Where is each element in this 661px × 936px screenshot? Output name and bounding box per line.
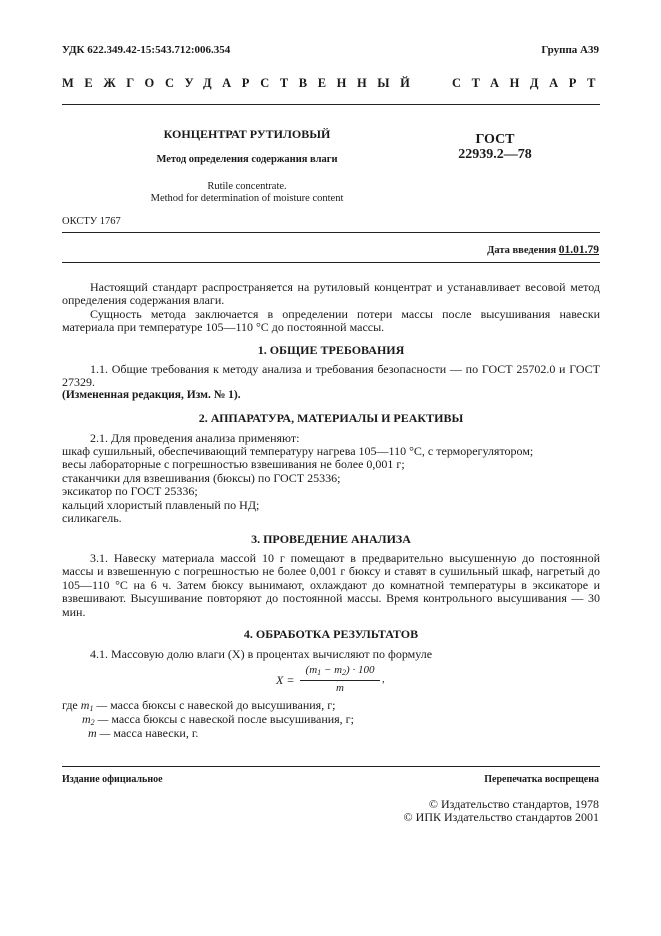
- copyright-2001: © ИПК Издательство стандартов 2001: [403, 810, 599, 824]
- legend-row-1: [62, 698, 335, 713]
- section-2-list: [62, 445, 600, 525]
- section-2-lead: 2.1. Для проведения анализа применяют:: [90, 431, 300, 445]
- doc-method: Метод определения содержания влаги: [156, 154, 338, 165]
- group-code: Группа А39: [541, 44, 599, 56]
- banner-left: МЕЖГОСУДАРСТВЕННЫЙ: [62, 76, 421, 90]
- official-edition: Издание официальное: [62, 774, 163, 785]
- section-4-text: 4.1. Массовую долю влаги (X) в процентах вычисляют по формуле: [90, 647, 433, 661]
- divider-okstu: [62, 232, 600, 233]
- reprint-notice: Перепечатка воспрещена: [484, 774, 599, 785]
- divider-top: [62, 104, 600, 105]
- banner-right: СТАНДАРТ: [452, 76, 607, 90]
- divider-date: [62, 262, 600, 263]
- legend-symbol: $m_2$ —: [82, 712, 109, 727]
- section-1-title: 1. ОБЩИЕ ТРЕБОВАНИЯ: [257, 343, 405, 357]
- intro-p1: Настоящий стандарт распространяется на рутиловый концентрат и устанавливает весовой метод определения содержания влаги.: [62, 280, 600, 308]
- doc-title: КОНЦЕНТРАТ РУТИЛОВЫЙ: [163, 127, 331, 141]
- intro-date: [487, 244, 599, 256]
- okstu-code: ОКСТУ 1767: [62, 216, 121, 227]
- list-item: кальций хлористый плавленый по НД;: [62, 497, 260, 512]
- section-1-text: 1.1. Общие требования к методу анализа и требования безопасности — по ГОСТ 25702.0 и ГОСТ 27329.: [62, 362, 600, 390]
- formula-lhs: X =: [276, 673, 295, 687]
- intro-date-value: 01.01.79: [558, 244, 599, 256]
- formula-numerator: $(m_1 - m_2) \cdot 100$: [305, 664, 375, 677]
- legend-symbol: m —: [88, 726, 111, 740]
- list-item: стаканчики для взвешивания (бюксы) по ГОСТ 25336;: [62, 470, 341, 485]
- section-2-title: 2. АППАРАТУРА, МАТЕРИАЛЫ И РЕАКТИВЫ: [198, 411, 464, 425]
- divider-footer: [62, 766, 600, 767]
- legend-prefix: где: [62, 698, 78, 712]
- section-4-title: 4. ОБРАБОТКА РЕЗУЛЬТАТОВ: [243, 627, 419, 641]
- doc-method-en: Method for determination of moisture content: [150, 193, 344, 204]
- udc-code: УДК 622.349.42-15:543.712:006.354: [62, 44, 231, 56]
- list-item: силикагель.: [62, 511, 122, 526]
- legend-text: масса бюксы с навеской до высушивания, г;: [110, 698, 336, 712]
- doc-title-en: Rutile concentrate.: [207, 181, 287, 192]
- legend-row-3: [88, 726, 198, 741]
- section-1-note: (Измененная редакция, Изм. № 1).: [62, 389, 241, 401]
- intro-p2: Сущность метода заключается в определении потери массы после высушивания навески материала при температуре 105—110 °С до постоянной массы.: [62, 307, 600, 335]
- legend-text: масса навески, г.: [113, 726, 199, 740]
- formula-fraction-bar: [300, 680, 380, 681]
- legend-row-2: [82, 712, 354, 727]
- intro-date-label: Дата введения: [487, 245, 557, 256]
- section-3-text: 3.1. Навеску материала массой 10 г помещают в предварительно высушенную до постоянной массы и взвешенную с погрешностью не более 0,001 г бюксу и ставят в сушильный шкаф, нагретый до 105—110 °С на 6 ч. Затем бюксу вынимают, охлаждают до комнатной температуры в эксикаторе и взвешивают. Высушивание повторяют до постоянной массы. Время контрольного высушивания — 30 мин.: [62, 551, 600, 619]
- list-item: шкаф сушильный, обеспечивающий температуру нагрева 105—110 °С, с терморегулятором;: [62, 444, 534, 458]
- formula-denominator: m: [336, 682, 344, 694]
- legend-text: масса бюксы с навеской после высушивания, г;: [111, 712, 354, 726]
- list-item: весы лабораторные с погрешностью взвешивания не более 0,001 г;: [62, 457, 405, 472]
- list-item: эксикатор по ГОСТ 25336;: [62, 484, 198, 499]
- copyright-1978: © Издательство стандартов, 1978: [428, 797, 599, 811]
- section-3-title: 3. ПРОВЕДЕНИЕ АНАЛИЗА: [251, 532, 411, 546]
- legend-symbol: $m_1$ —: [80, 698, 108, 713]
- gost-number: 22939.2—78: [458, 147, 532, 162]
- gost-label: ГОСТ: [475, 132, 515, 147]
- formula-tail: ,: [382, 673, 385, 685]
